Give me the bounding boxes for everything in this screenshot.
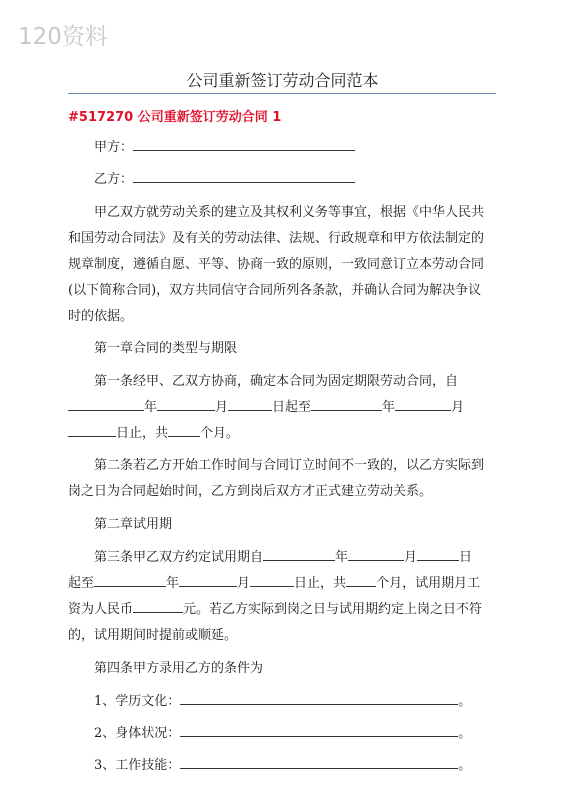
- condition-skills: [68, 754, 526, 773]
- party-a-line: [94, 136, 355, 155]
- party-b-label: 乙方：: [94, 172, 134, 187]
- probation-start-year-field[interactable]: [263, 547, 335, 561]
- end-year-field[interactable]: [311, 397, 382, 411]
- probation-start-month-field[interactable]: [348, 547, 404, 561]
- health-field[interactable]: [180, 723, 458, 737]
- condition-label: 1、学历文化：: [94, 694, 181, 709]
- party-a-field[interactable]: [133, 137, 355, 151]
- article-2-line: 第二条若乙方开始工作时间与合同订立时间不一致的，以乙方实际到: [94, 458, 485, 473]
- end-day-field[interactable]: [68, 423, 116, 437]
- probation-end-month-field[interactable]: [179, 573, 237, 587]
- probation-end-day-field[interactable]: [250, 573, 294, 587]
- party-a-label: 甲方：: [94, 140, 134, 155]
- chapter-1-heading: 第一章合同的类型与期限: [94, 341, 238, 356]
- article-3-line: [68, 546, 526, 565]
- preamble-line: 甲乙双方就劳动关系的建立及其权利义务等事宜，根据《中华人民共: [94, 205, 485, 220]
- article-1-line: 第一条经甲、乙双方协商，确定本合同为固定期限劳动合同，自: [94, 374, 459, 389]
- party-b-line: [94, 168, 355, 187]
- chapter-2-heading: 第二章试用期: [94, 517, 173, 532]
- yuan-text: 元。若乙方实际到岗之日与试用期约定上岗之日不符: [183, 602, 483, 617]
- preamble-line: 时的依据。: [68, 309, 134, 324]
- preamble-line: 和国劳动合同法》及有关的劳动法律、法规、行政规章和甲方依法制定的: [68, 231, 485, 246]
- document-title: 公司重新签订劳动合同范本: [186, 71, 379, 90]
- month-label: 月: [404, 550, 418, 565]
- article-3-prefix: 第三条甲乙双方约定试用期自: [94, 550, 264, 565]
- start-day-field[interactable]: [228, 397, 272, 411]
- wage-label: 资为人民币: [68, 602, 134, 617]
- article-3-line: [68, 598, 500, 617]
- preamble-line: 规章制度，遵循自愿、平等、协商一致的原则，一致同意订立本劳动合同: [68, 257, 485, 272]
- condition-label: 2、身体状况：: [94, 726, 181, 741]
- year-label: 年: [335, 550, 349, 565]
- year-label: 年: [382, 400, 396, 415]
- condition-end: 。: [458, 694, 472, 709]
- month-label: 月: [451, 400, 465, 415]
- section-heading: #517270 公司重新签订劳动合同 1: [68, 110, 282, 125]
- end-month-field[interactable]: [395, 397, 451, 411]
- months-count-field[interactable]: [168, 423, 200, 437]
- year-label: 年: [166, 576, 180, 591]
- skills-field[interactable]: [180, 755, 458, 769]
- title-divider: [68, 93, 496, 94]
- wage-amount-field[interactable]: [133, 599, 183, 613]
- condition-label: 3、工作技能：: [94, 758, 181, 773]
- article-4-title: 第四条甲方录用乙方的条件为: [94, 661, 264, 676]
- article-1-duration: [68, 422, 500, 441]
- probation-wage-label: 个月，试用期月工: [376, 576, 481, 591]
- day-until-label: 日止，共: [294, 576, 347, 591]
- year-label: 年: [144, 400, 158, 415]
- article-1-dates: [68, 396, 500, 415]
- day-label: 日: [459, 550, 473, 565]
- condition-education: [68, 690, 526, 709]
- from-label: 起至: [68, 576, 95, 591]
- article-3-line: [68, 572, 500, 591]
- condition-end: 。: [458, 758, 472, 773]
- watermark: 120资料: [18, 24, 108, 50]
- start-year-field[interactable]: [68, 397, 144, 411]
- condition-end: 。: [458, 726, 472, 741]
- preamble-line: (以下简称合同)，双方共同信守合同所列各条款，并确认合同为解决争议: [68, 283, 482, 298]
- probation-months-field[interactable]: [346, 573, 376, 587]
- article-3-line: 的，试用期间时提前或顺延。: [68, 628, 238, 643]
- month-label: 月: [237, 576, 251, 591]
- day-until-label: 日止，共: [116, 426, 169, 441]
- months-label: 个月。: [200, 426, 240, 441]
- probation-end-year-field[interactable]: [94, 573, 166, 587]
- day-from-label: 日起至: [272, 400, 312, 415]
- condition-health: [68, 722, 526, 741]
- party-b-field[interactable]: [133, 169, 355, 183]
- article-2-line: 岗之日为合同起始时间，乙方到岗后双方才正式建立劳动关系。: [68, 484, 433, 499]
- start-month-field[interactable]: [157, 397, 215, 411]
- education-field[interactable]: [180, 691, 458, 705]
- month-label: 月: [215, 400, 229, 415]
- probation-start-day-field[interactable]: [417, 547, 459, 561]
